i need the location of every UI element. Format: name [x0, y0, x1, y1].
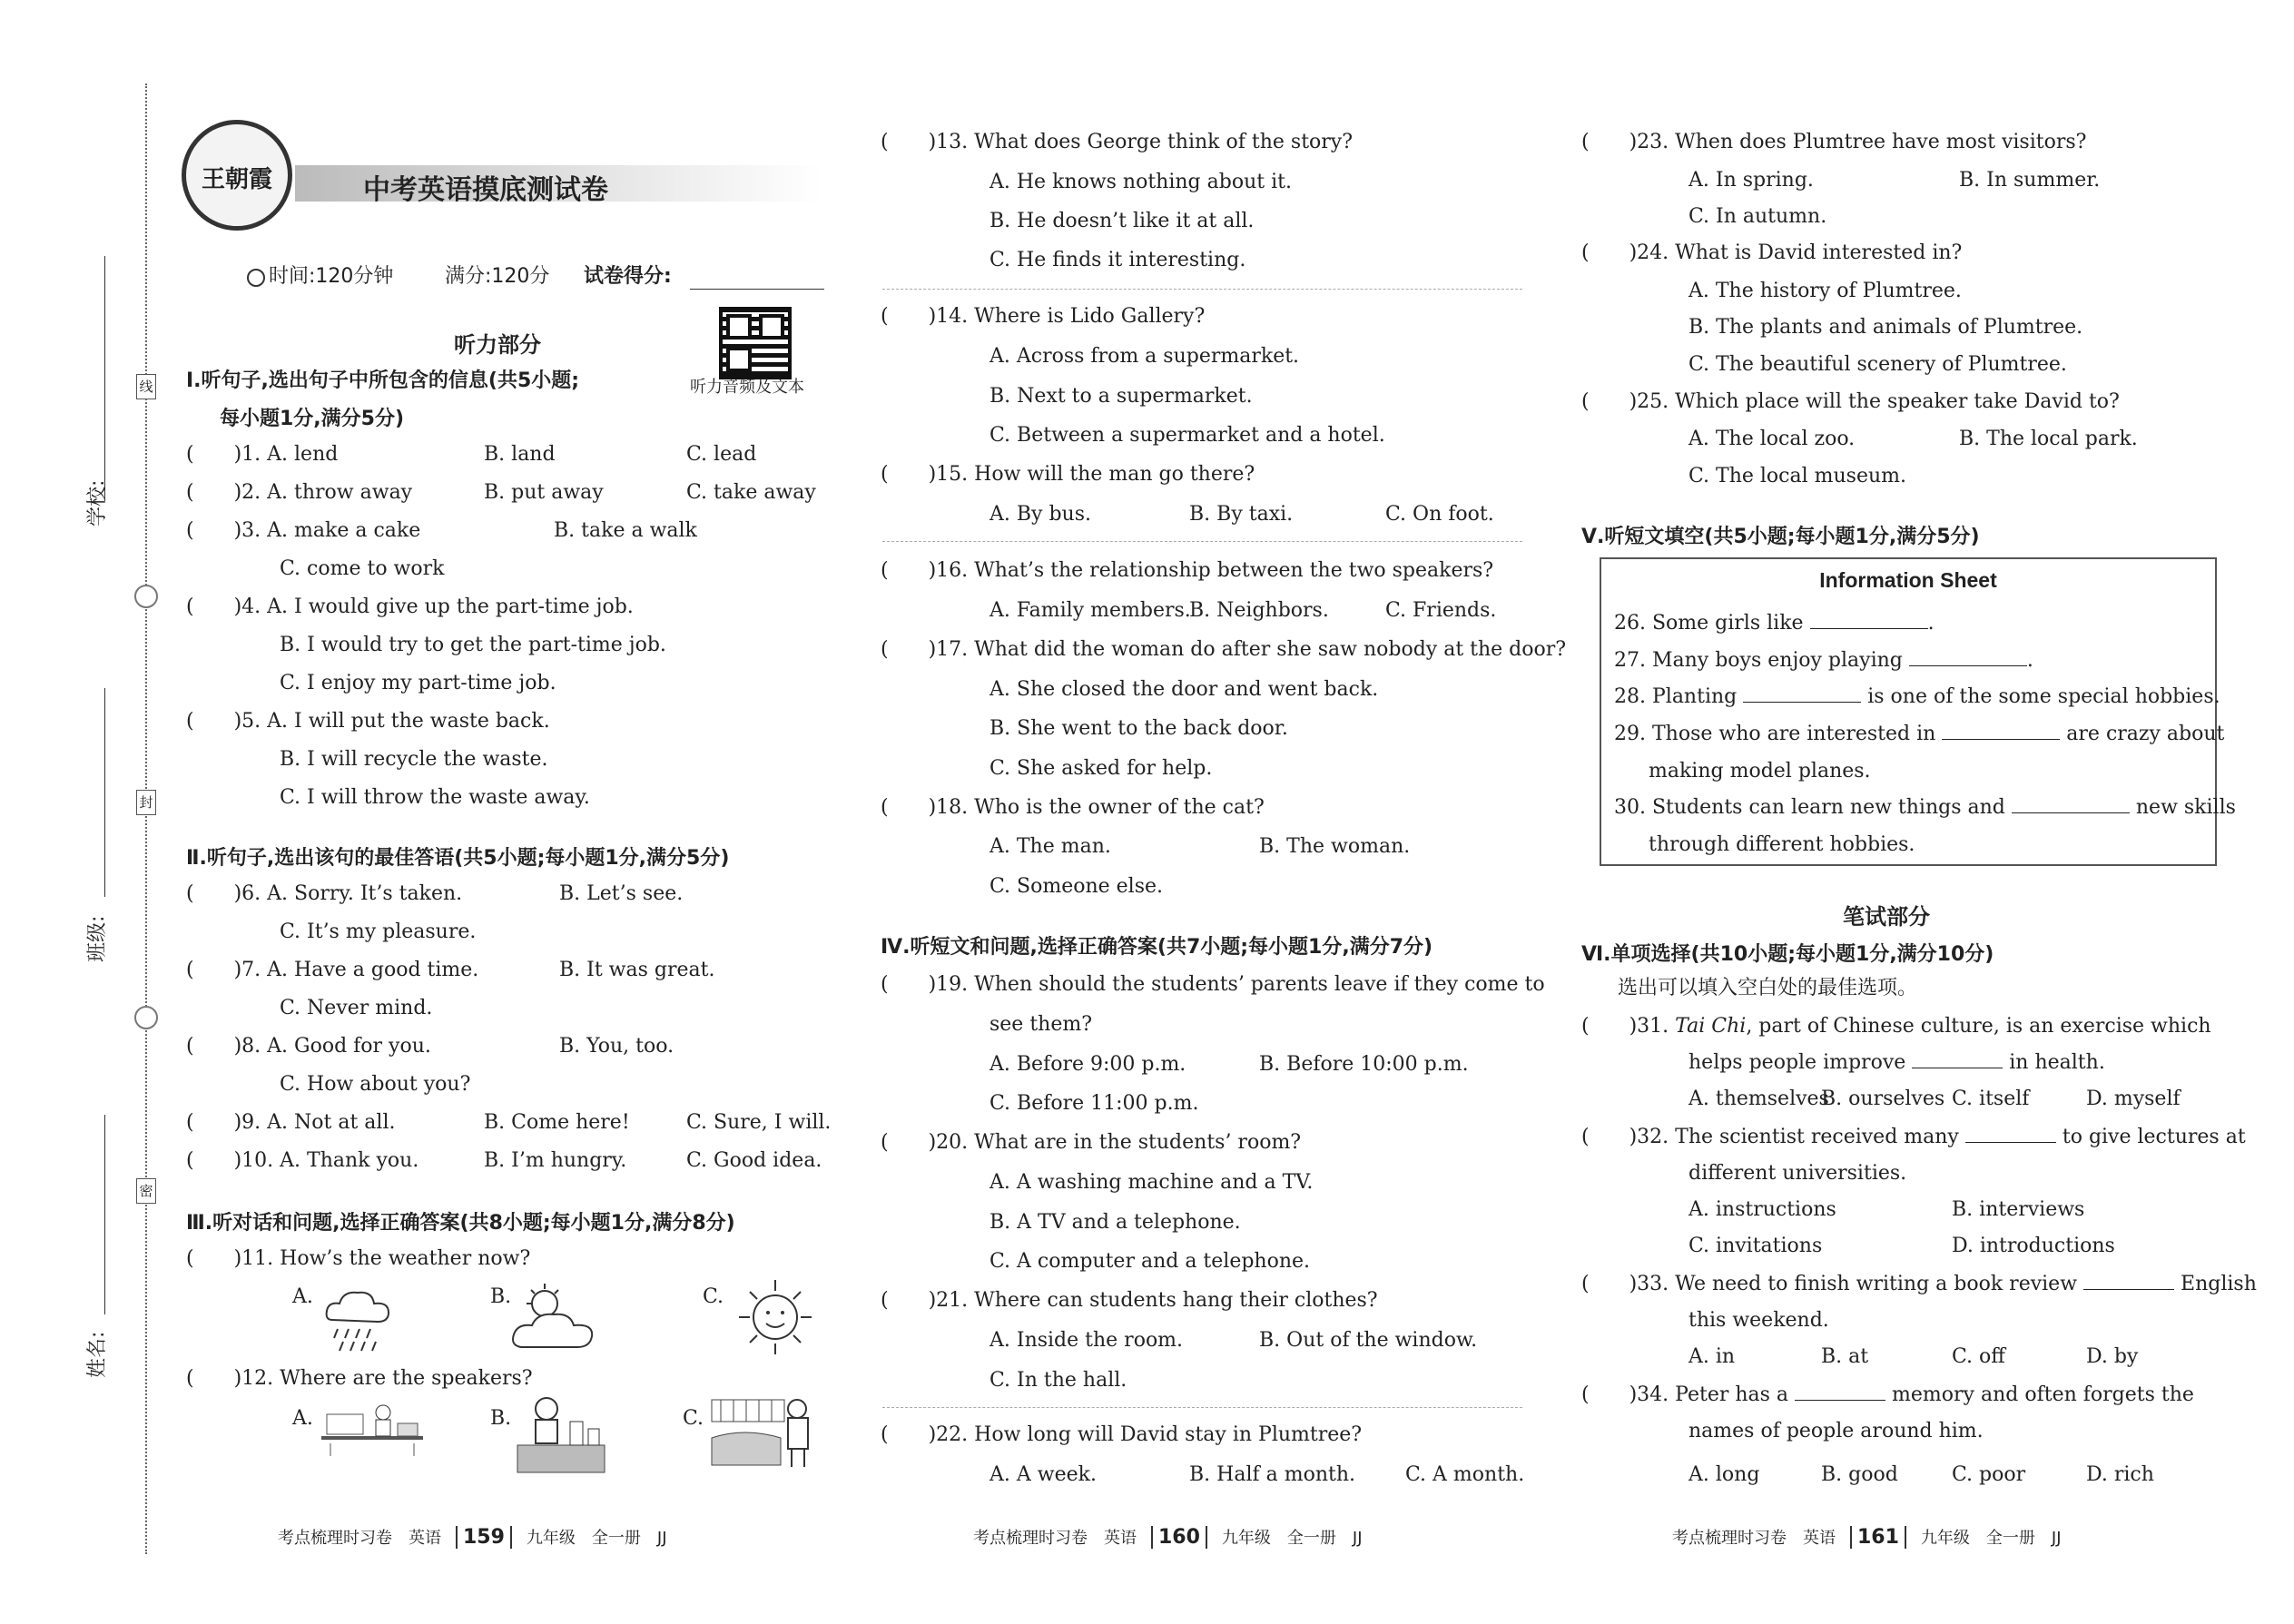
q11-option-a: A.	[292, 1285, 313, 1308]
q5-option-c: C. I will throw the waste away.	[280, 786, 590, 809]
q34-option-a: A. long	[1689, 1463, 1760, 1486]
q19-option-b: B. Before 10:00 p.m.	[1259, 1053, 1469, 1076]
q20-option-c: C. A computer and a telephone.	[989, 1250, 1311, 1273]
q1-option-b: B. land	[484, 443, 556, 466]
q4-option-c: C. I enjoy my part-time job.	[280, 672, 556, 694]
information-sheet-title: Information Sheet	[1819, 568, 1997, 592]
q32-option-c: C. invitations	[1689, 1235, 1823, 1257]
footer-page-160: 考点梳理时习卷 英语 160 九年级 全一册 JJ	[973, 1526, 1363, 1549]
binding-dot-icon	[134, 585, 158, 608]
q15-option-c: C. On foot.	[1385, 503, 1494, 526]
blank-27: 27. Many boys enjoy playing .	[1614, 649, 2033, 672]
q21-stem: ( )21. Where can students hang their clothes?	[881, 1289, 1378, 1312]
q13-option-a: A. He knows nothing about it.	[989, 171, 1292, 193]
q1-option-c: C. lead	[686, 443, 757, 466]
q31-stem: ( )31. Tai Chi, part of Chinese culture, is an exercise which	[1581, 1015, 2211, 1038]
score-line	[690, 289, 824, 290]
q5-option-b: B. I will recycle the waste.	[280, 748, 548, 771]
q9-stem: ( )9. A. Not at all.	[186, 1111, 396, 1134]
q25-stem: ( )25. Which place will the speaker take David to?	[1581, 390, 2120, 413]
q15-option-b: B. By taxi.	[1189, 503, 1294, 526]
blank-29-cont: making model planes.	[1649, 760, 1871, 782]
q7-option-b: B. It was great.	[559, 959, 715, 981]
q33-stem: ( )33. We need to finish writing a book review English	[1581, 1273, 2257, 1295]
blank-26: 26. Some girls like .	[1614, 612, 1935, 635]
q16-option-b: B. Neighbors.	[1189, 599, 1329, 622]
time-info: 时间:120分钟	[269, 265, 394, 288]
q25-option-c: C. The local museum.	[1689, 465, 1907, 487]
q3-stem: ( )3. A. make a cake	[186, 519, 421, 542]
q2-option-c: C. take away	[686, 481, 816, 504]
q10-option-b: B. I’m hungry.	[484, 1149, 627, 1172]
answer-blank[interactable]	[2012, 796, 2130, 813]
q31-option-b: B. ourselves	[1821, 1088, 1945, 1110]
logo-text: 王朝霞	[201, 166, 272, 193]
answer-blank[interactable]	[1965, 1126, 2056, 1143]
q7-stem: ( )7. A. Have a good time.	[186, 959, 479, 981]
q11-stem: ( )11. How’s the weather now?	[186, 1247, 531, 1270]
written-section-title: 笔试部分	[1843, 904, 1930, 930]
q32-option-d: D. introductions	[1952, 1235, 2115, 1257]
seal-mark: 密	[136, 1178, 156, 1204]
q19-option-a: A. Before 9:00 p.m.	[989, 1053, 1186, 1076]
page-title: 中考英语摸底测试卷	[363, 174, 608, 206]
q23-option-c: C. In autumn.	[1689, 205, 1827, 228]
sun-icon	[732, 1276, 819, 1358]
class-line	[104, 688, 105, 897]
q12-stem: ( )12. Where are the speakers?	[186, 1367, 533, 1390]
q8-option-b: B. You, too.	[559, 1035, 674, 1058]
q9-option-b: B. Come here!	[484, 1111, 630, 1134]
q33-stem-2: this weekend.	[1689, 1309, 1829, 1332]
q3-option-b: B. take a walk	[554, 519, 697, 542]
section-4-heading: Ⅳ.听短文和问题,选择正确答案(共7小题;每小题1分,满分7分)	[881, 936, 1433, 959]
logo-seal	[182, 120, 292, 231]
q21-option-a: A. Inside the room.	[989, 1329, 1184, 1352]
q1-stem: ( )1. A. lend	[186, 443, 339, 466]
q32-option-a: A. instructions	[1689, 1198, 1836, 1221]
answer-blank[interactable]	[1795, 1383, 1885, 1401]
q24-option-b: B. The plants and animals of Plumtree.	[1689, 316, 2083, 339]
q11-option-c: C.	[703, 1285, 724, 1308]
blank-28: 28. Planting is one of the some special hobbies.	[1614, 685, 2220, 708]
q32-option-b: B. interviews	[1952, 1198, 2085, 1221]
q14-option-b: B. Next to a supermarket.	[989, 385, 1253, 408]
q13-option-c: C. He finds it interesting.	[989, 249, 1246, 271]
q17-stem: ( )17. What did the woman do after she saw nobody at the door?	[881, 638, 1567, 661]
q23-option-b: B. In summer.	[1959, 169, 2101, 192]
q3-option-c: C. come to work	[280, 557, 445, 580]
q16-option-c: C. Friends.	[1385, 599, 1497, 622]
q22-stem: ( )22. How long will David stay in Plumtree?	[881, 1423, 1363, 1446]
q33-option-c: C. off	[1952, 1345, 2005, 1368]
q25-option-a: A. The local zoo.	[1689, 428, 1856, 450]
q17-option-a: A. She closed the door and went back.	[989, 678, 1379, 701]
footer-page-161: 考点梳理时习卷 英语 161 九年级 全一册 JJ	[1672, 1526, 2062, 1549]
q8-option-c: C. How about you?	[280, 1073, 471, 1096]
q18-option-b: B. The woman.	[1259, 835, 1411, 858]
q21-option-b: B. Out of the window.	[1259, 1329, 1478, 1352]
full-score: 满分:120分	[445, 265, 550, 288]
q33-option-a: A. in	[1689, 1345, 1736, 1368]
restaurant-scene-icon	[708, 1391, 817, 1471]
q6-option-c: C. It’s my pleasure.	[280, 920, 477, 943]
hospital-scene-icon	[318, 1396, 427, 1460]
section-6-instruction: 选出可以填入空白处的最佳选项。	[1618, 977, 1918, 999]
q18-stem: ( )18. Who is the owner of the cat?	[881, 796, 1265, 819]
q33-option-d: D. by	[2086, 1345, 2139, 1368]
q32-stem-2: different universities.	[1689, 1162, 1907, 1185]
q7-option-c: C. Never mind.	[280, 997, 433, 1019]
answer-blank[interactable]	[1743, 685, 1861, 703]
q31-option-a: A. themselves	[1689, 1088, 1829, 1110]
q14-option-a: A. Across from a supermarket.	[989, 345, 1300, 368]
answer-blank[interactable]	[1912, 1051, 2003, 1068]
name-line	[104, 1115, 105, 1314]
q17-option-c: C. She asked for help.	[989, 757, 1213, 780]
q19-stem-2: see them?	[989, 1013, 1093, 1036]
clock-icon	[247, 269, 265, 287]
q24-option-a: A. The history of Plumtree.	[1689, 280, 1962, 302]
q2-stem: ( )2. A. throw away	[186, 481, 413, 504]
school-label: 学校:	[86, 479, 109, 527]
q22-option-b: B. Half a month.	[1189, 1463, 1356, 1486]
section-1-heading-2: 每小题1分,满分5分)	[220, 408, 405, 430]
q13-stem: ( )13. What does George think of the story?	[881, 131, 1354, 153]
section-6-heading: Ⅵ.单项选择(共10小题;每小题1分,满分10分)	[1581, 943, 1994, 966]
q12-option-c: C.	[683, 1407, 704, 1430]
q6-option-b: B. Let’s see.	[559, 882, 684, 905]
school-line	[104, 256, 105, 501]
q31-stem-2: helps people improve in health.	[1689, 1051, 2105, 1074]
q18-option-c: C. Someone else.	[989, 875, 1164, 898]
q16-stem: ( )16. What’s the relationship between the two speakers?	[881, 559, 1494, 582]
q22-option-a: A. A week.	[989, 1463, 1097, 1486]
q31-option-d: D. myself	[2086, 1088, 2181, 1110]
seal-mark: 封	[136, 790, 156, 815]
q34-stem-2: names of people around him.	[1689, 1420, 1984, 1442]
divider	[882, 541, 1522, 542]
answer-blank[interactable]	[1909, 649, 2027, 666]
rain-cloud-icon	[320, 1284, 396, 1354]
q11-option-b: B.	[490, 1285, 512, 1308]
q24-stem: ( )24. What is David interested in?	[1581, 241, 1963, 264]
q16-option-a: A. Family members.	[989, 599, 1191, 622]
q12-option-a: A.	[292, 1407, 313, 1430]
information-sheet	[1600, 557, 2236, 866]
binding-dot-icon	[134, 1006, 158, 1029]
q8-stem: ( )8. A. Good for you.	[186, 1035, 431, 1058]
q14-option-c: C. Between a supermarket and a hotel.	[989, 424, 1385, 447]
name-label: 姓名:	[86, 1331, 109, 1378]
section-2-heading: Ⅱ.听句子,选出该句的最佳答语(共5小题;每小题1分,满分5分)	[186, 847, 730, 870]
q23-option-a: A. In spring.	[1689, 169, 1814, 192]
q4-option-b: B. I would try to get the part-time job.	[280, 634, 666, 656]
q20-option-b: B. A TV and a telephone.	[989, 1211, 1241, 1234]
qr-code[interactable]	[719, 307, 792, 379]
page-number: 160	[1151, 1526, 1207, 1549]
q33-option-b: B. at	[1821, 1345, 1869, 1368]
divider	[882, 1407, 1522, 1408]
section-5-heading: Ⅴ.听短文填空(共5小题;每小题1分,满分5分)	[1581, 526, 1980, 548]
q9-option-c: C. Sure, I will.	[686, 1111, 832, 1134]
q10-option-c: C. Good idea.	[686, 1149, 822, 1172]
binding-line	[145, 84, 147, 1554]
answer-blank[interactable]	[2083, 1273, 2174, 1290]
q2-option-b: B. put away	[484, 481, 604, 504]
q18-option-a: A. The man.	[989, 835, 1111, 858]
q22-option-c: C. A month.	[1405, 1463, 1525, 1486]
q32-stem: ( )32. The scientist received many to give lectures at	[1581, 1126, 2246, 1148]
q25-option-b: B. The local park.	[1959, 428, 2138, 450]
q21-option-c: C. In the hall.	[989, 1369, 1127, 1392]
blank-30-cont: through different hobbies.	[1649, 833, 1915, 856]
q17-option-b: B. She went to the back door.	[989, 717, 1288, 740]
q23-stem: ( )23. When does Plumtree have most visitors?	[1581, 131, 2087, 153]
q34-option-c: C. poor	[1952, 1463, 2026, 1486]
q14-stem: ( )14. Where is Lido Gallery?	[881, 305, 1206, 328]
q19-stem: ( )19. When should the students’ parents leave if they come to	[881, 973, 1545, 996]
page-number: 159	[456, 1526, 512, 1549]
page-number: 161	[1850, 1526, 1906, 1549]
answer-blank[interactable]	[1810, 612, 1928, 629]
answer-blank[interactable]	[1942, 723, 2060, 740]
q24-option-c: C. The beautiful scenery of Plumtree.	[1689, 353, 2067, 376]
q13-option-b: B. He doesn’t like it at all.	[989, 210, 1255, 232]
qr-caption: 听力音频及文本	[690, 378, 804, 397]
q31-option-c: C. itself	[1952, 1088, 2030, 1110]
q20-stem: ( )20. What are in the students’ room?	[881, 1131, 1302, 1154]
q20-option-a: A. A washing machine and a TV.	[989, 1171, 1314, 1194]
cloudy-sun-icon	[508, 1282, 599, 1354]
section-3-heading: Ⅲ.听对话和问题,选择正确答案(共8小题;每小题1分,满分8分)	[186, 1212, 735, 1235]
section-1-heading: Ⅰ.听句子,选出句子中所包含的信息(共5小题;	[186, 369, 580, 392]
q15-stem: ( )15. How will the man go there?	[881, 463, 1255, 486]
q4-stem: ( )4. A. I would give up the part-time job.	[186, 595, 634, 618]
q19-option-c: C. Before 11:00 p.m.	[989, 1092, 1199, 1115]
q10-stem: ( )10. A. Thank you.	[186, 1149, 419, 1172]
divider	[882, 289, 1522, 290]
q6-stem: ( )6. A. Sorry. It’s taken.	[186, 882, 463, 905]
listening-section-title: 听力部分	[454, 332, 541, 358]
q12-option-b: B.	[490, 1407, 512, 1430]
seal-mark: 线	[136, 374, 156, 399]
footer-page-159: 考点梳理时习卷 英语 159 九年级 全一册 JJ	[278, 1526, 667, 1549]
class-label: 班级:	[86, 915, 109, 962]
q15-option-a: A. By bus.	[989, 503, 1091, 526]
lab-scene-icon	[514, 1394, 610, 1476]
q34-option-b: B. good	[1821, 1463, 1898, 1486]
q34-option-d: D. rich	[2086, 1463, 2154, 1486]
blank-29: 29. Those who are interested in are crazy about	[1614, 723, 2225, 745]
q5-stem: ( )5. A. I will put the waste back.	[186, 710, 550, 733]
score-label: 试卷得分:	[584, 265, 672, 288]
q34-stem: ( )34. Peter has a memory and often forgets the	[1581, 1383, 2194, 1406]
blank-30: 30. Students can learn new things and new skills	[1614, 796, 2236, 819]
